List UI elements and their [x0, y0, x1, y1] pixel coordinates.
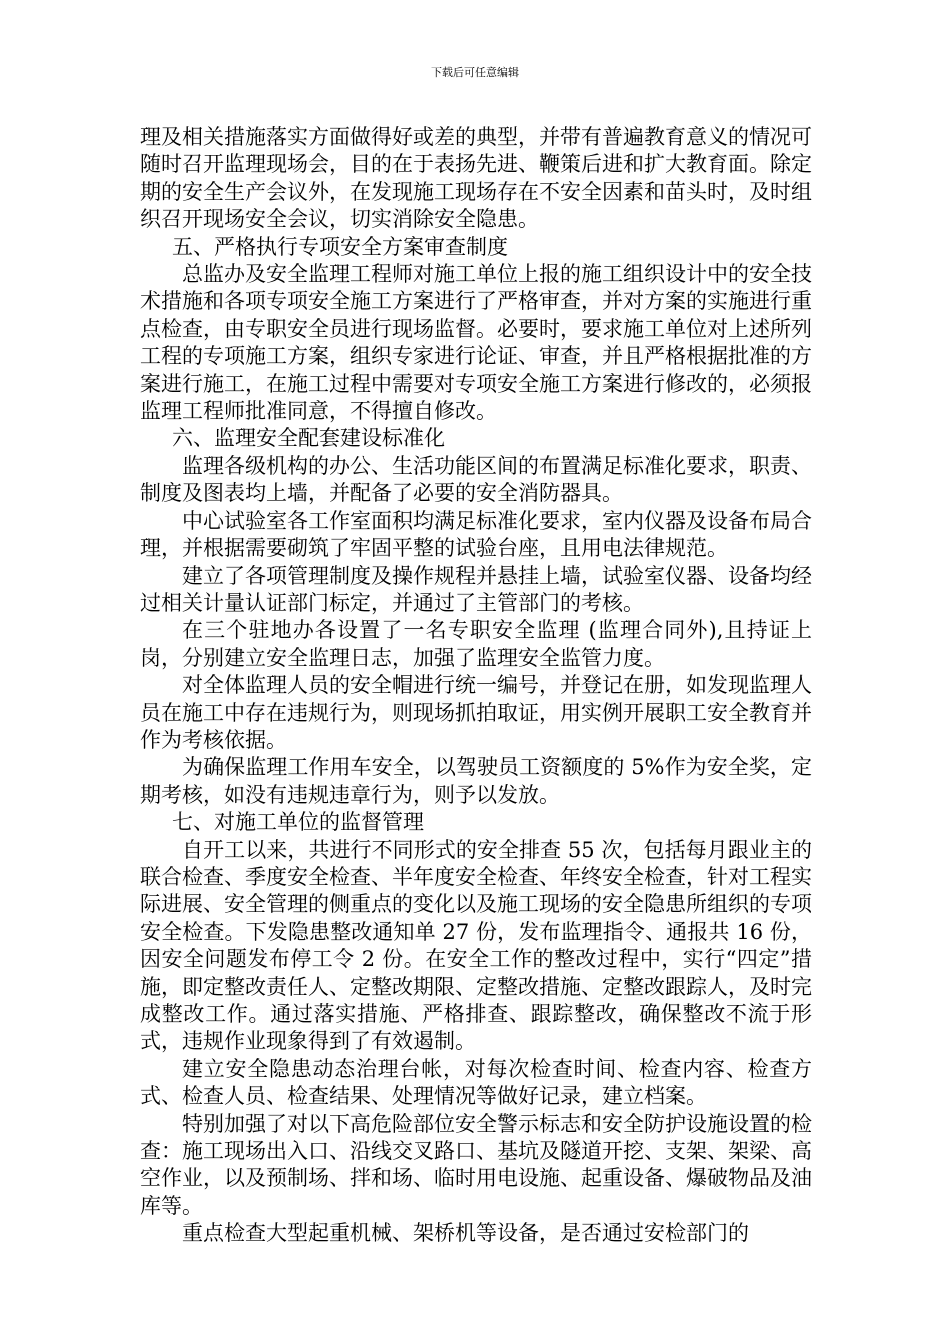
section-heading: 五、严格执行专项安全方案审查制度 [172, 234, 508, 259]
paragraph: 中心试验室各工作室面积均满足标准化要求，室内仪器及设备布局合理，并根据需要砌筑了牢固平整的试验台座，且用电法律规范。 [140, 508, 812, 561]
paragraph: 监理各级机构的办公、生活功能区间的布置满足标准化要求，职责、制度及图表均上墙，并配备了必要的安全消防器具。 [140, 453, 812, 506]
document-body [140, 124, 812, 1248]
paragraph: 理及相关措施落实方面做得好或差的典型，并带有普遍教育意义的情况可随时召开监理现场会，目的在于表扬先进、鞭策后进和扩大教育面。除定期的安全生产会议外，在发现施工现场存在不安全因素和苗头时，及时组织召开现场安全会议，切实消除安全隐患。 [140, 125, 812, 232]
paragraph: 重点检查大型起重机械、架桥机等设备，是否通过安检部门的 [182, 1221, 749, 1246]
paragraph: 为确保监理工作用车安全，以驾驶员工资额度的 5%作为安全奖，定期考核，如没有违规违章行为，则予以发放。 [140, 755, 812, 807]
paragraph: 建立安全隐患动态治理台帐，对每次检查时间、检查内容、检查方式、检查人员、检查结果、处理情况等做好记录，建立档案。 [140, 1056, 812, 1109]
paragraph: 建立了各项管理制度及操作规程并悬挂上墙，试验室仪器、设备均经过相关计量认证部门标定，并通过了主管部门的考核。 [140, 563, 812, 615]
section-heading: 六、监理安全配套建设标准化 [172, 426, 445, 451]
section-heading: 七、对施工单位的监督管理 [172, 810, 424, 835]
page-header: 下载后可任意编辑 [431, 66, 519, 79]
paragraph: 对全体监理人员的安全帽进行统一编号，并登记在册，如发现监理人员在施工中存在违规行为，则现场抓拍取证，用实例开展职工安全教育并作为考核依据。 [140, 673, 812, 752]
paragraph: 在三个驻地办各设置了一名专职安全监理 (监理合同外),且持证上岗，分别建立安全监理日志，加强了监理安全监管力度。 [140, 618, 812, 670]
paragraph: 自开工以来，共进行不同形式的安全排查 55 次，包括每月跟业主的联合检查、季度安全检查、半年度安全检查、年终安全检查，针对工程实际进展、安全管理的侧重点的变化以及施工现场的安全隐患所组织的专项安全检查。下发隐患整改通知单 27 份，发布监理指令、通报共 16 份，因安全问题发布停工令 2 份。在安全工作的整改过程中，实行“四定”措施，即定整改责任人、定整改期限、定整改措施、定整改跟踪人，及时完成整改工作。通过落实措施、严格排查、跟踪整改，确保整改不流于形式，违规作业现象得到了有效遏制。 [140, 837, 812, 1054]
paragraph: 总监办及安全监理工程师对施工单位上报的施工组织设计中的安全技术措施和各项专项安全施工方案进行了严格审查，并对方案的实施进行重点检查，由专职安全员进行现场监督。必要时，要求施工单位对上述所列工程的专项施工方案，组织专家进行论证、审查，并且严格根据批准的方案进行施工，在施工过程中需要对专项安全施工方案进行修改的，必须报监理工程师批准同意，不得擅自修改。 [140, 262, 812, 424]
paragraph: 特别加强了对以下高危险部位安全警示标志和安全防护设施设置的检查：施工现场出入口、沿线交叉路口、基坑及隧道开挖、支架、架梁、高空作业，以及预制场、拌和场、临时用电设施、起重设备、爆破物品及油库等。 [140, 1111, 812, 1218]
